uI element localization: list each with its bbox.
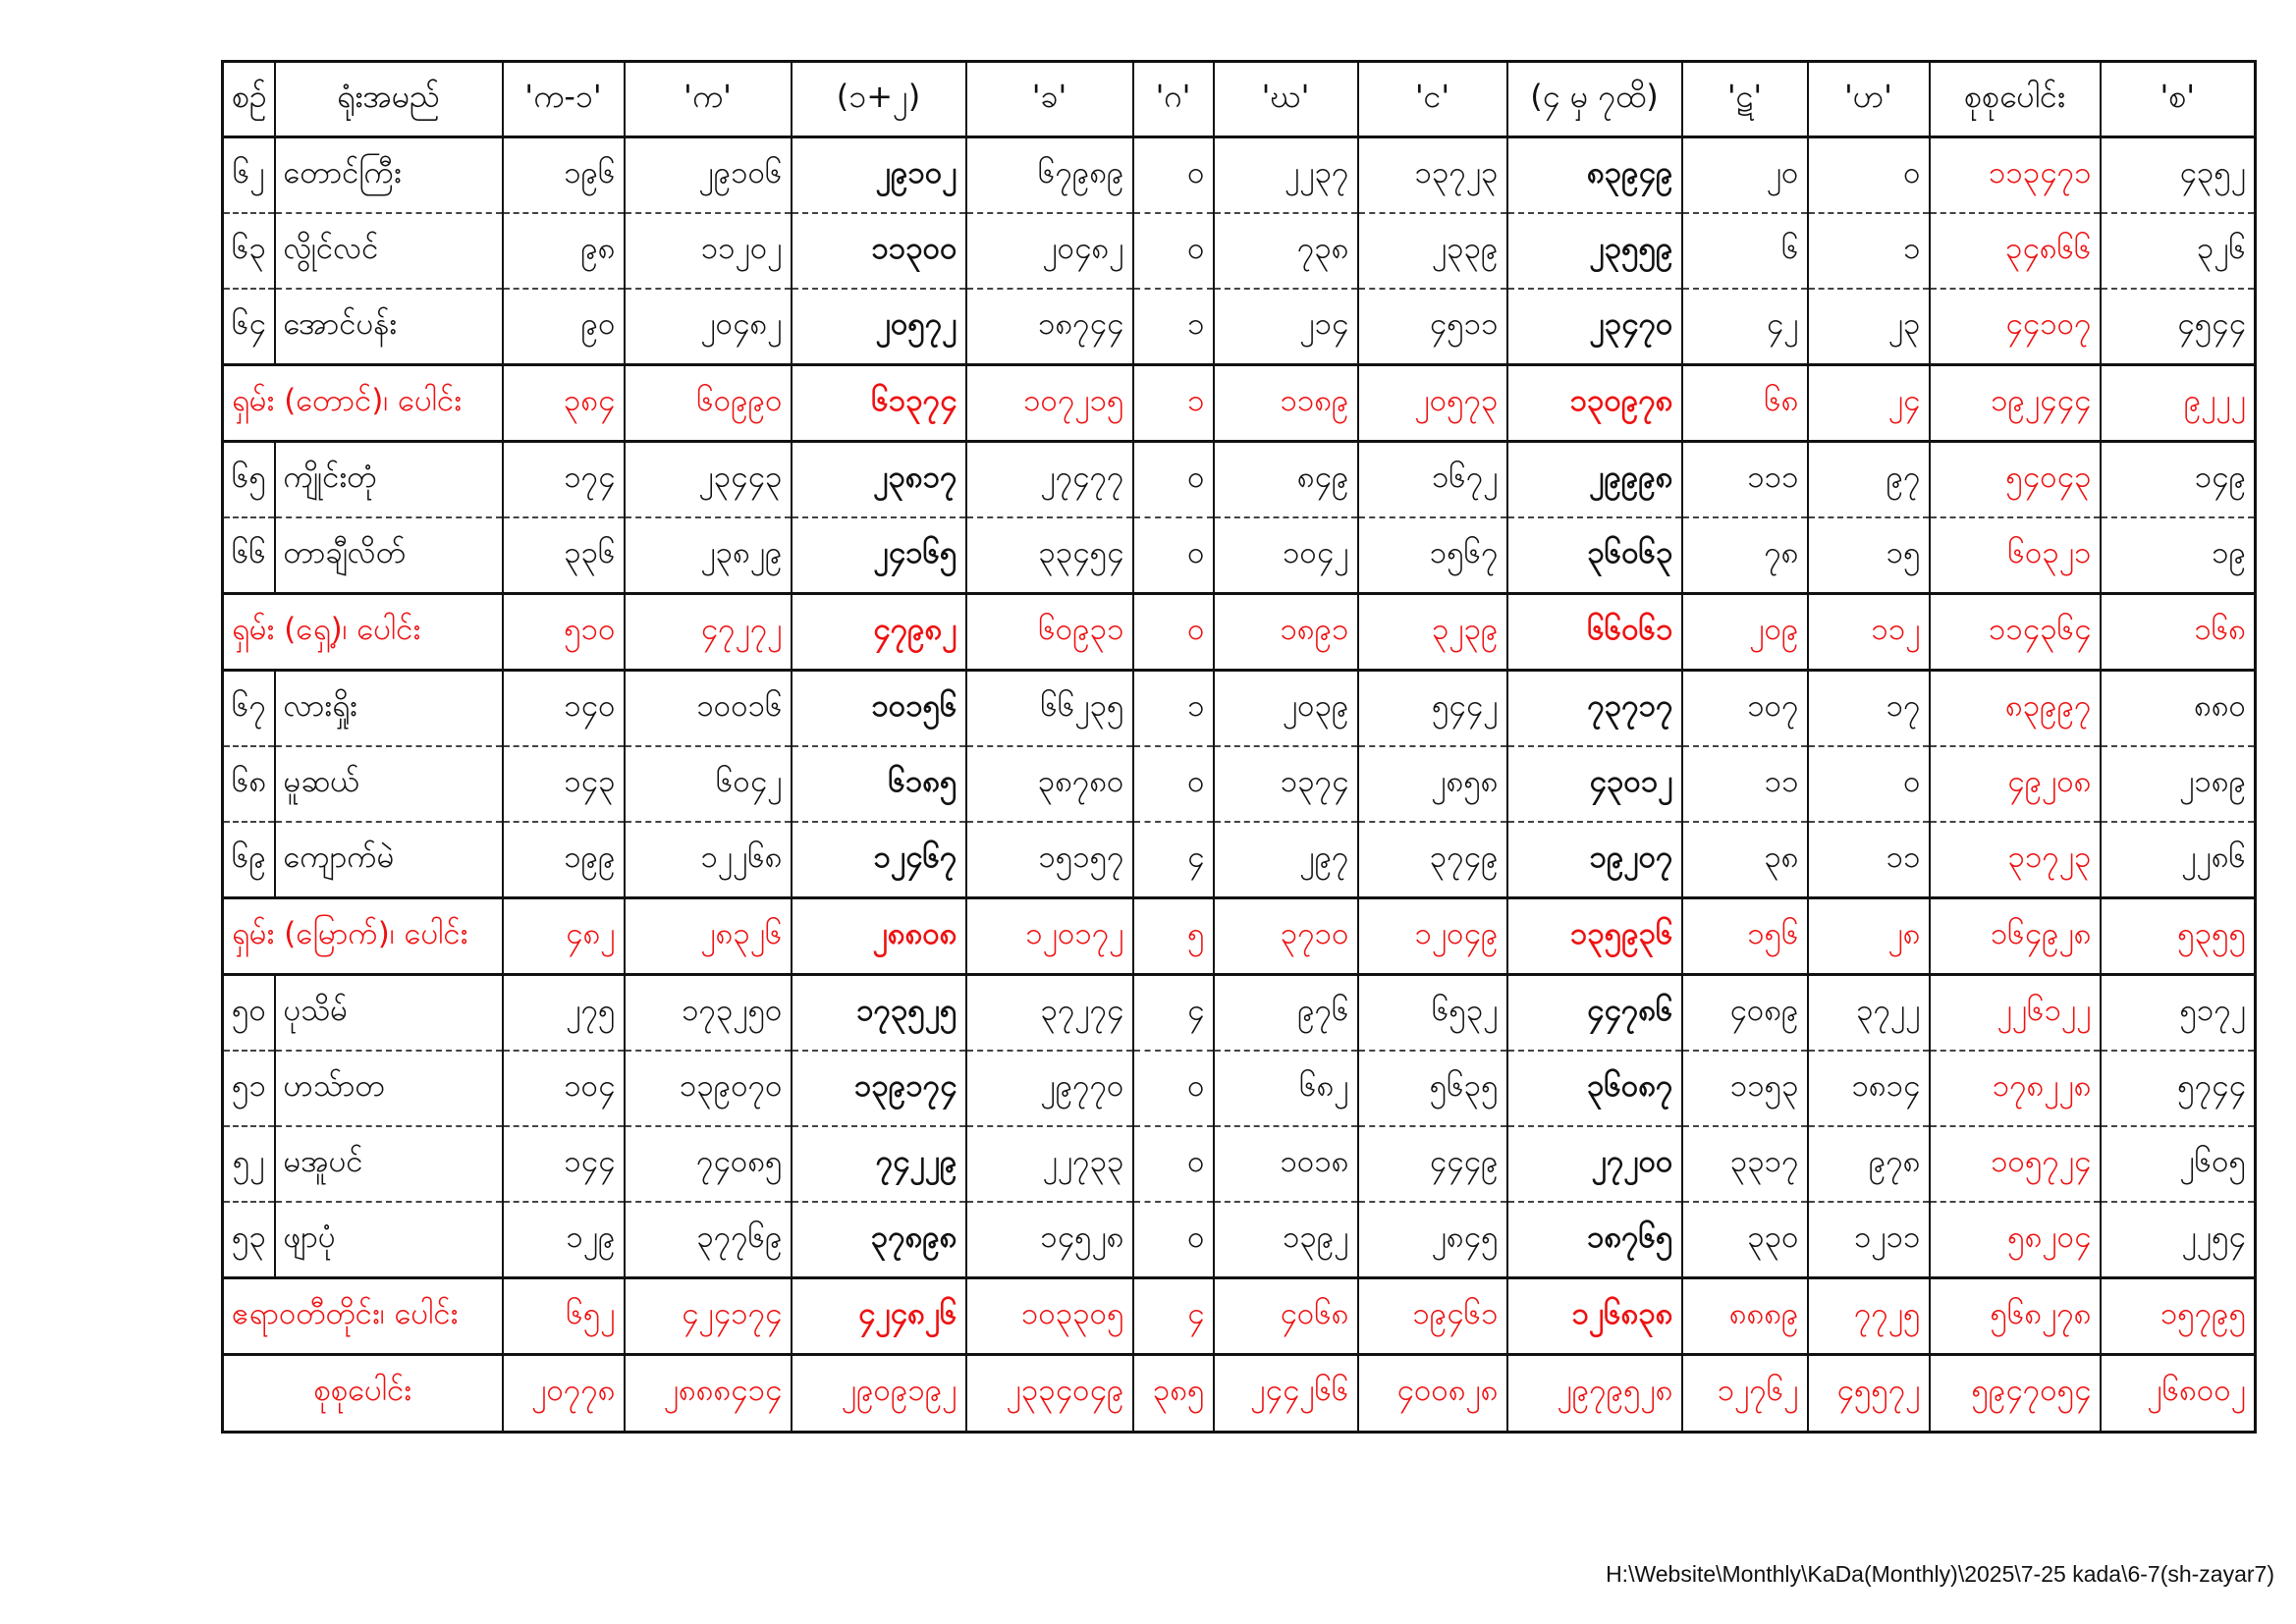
value-cell: ၁၁၂၀၂ — [625, 213, 792, 289]
table-row — [223, 1202, 2256, 1278]
subtotal-label: ရှမ်း (ရှေ့)၊ ပေါင်း — [223, 594, 503, 671]
value-cell: ၂၀၉ — [1682, 594, 1808, 671]
value-cell: ၇၄၀၈၅ — [625, 1126, 792, 1202]
value-cell: ၀ — [1133, 213, 1214, 289]
value-cell: ၉၇၆ — [1214, 975, 1358, 1052]
row-number: ၆၃ — [223, 213, 275, 289]
table-row — [223, 1051, 2256, 1126]
row-number: ၆၂ — [223, 137, 275, 214]
value-cell: ၁၃၉၂ — [1214, 1202, 1358, 1278]
value-cell: ၁၁ — [1808, 822, 1930, 898]
value-cell: ၂၄ — [1808, 365, 1930, 442]
value-cell: ၃၆၀၈၇ — [1507, 1051, 1682, 1126]
office-name: ကျိုင်းတုံ — [275, 442, 503, 518]
value-cell: ၂၀၅၇၃ — [1358, 365, 1507, 442]
header-row — [223, 62, 2256, 137]
value-cell: ၇၄၂၂၉ — [792, 1126, 966, 1202]
column-header: 'က-၁' — [503, 62, 625, 137]
value-cell: ၃၄၈၆၆ — [1930, 213, 2101, 289]
value-cell: ၁၅၆၇ — [1358, 517, 1507, 594]
grand-total-row — [223, 1355, 2256, 1433]
value-cell: ၅၁၇၂ — [2101, 975, 2256, 1052]
value-cell: ၁၅၆ — [1682, 898, 1808, 975]
value-cell: ၁၁၂ — [1808, 594, 1930, 671]
value-cell: ၁၀၇ — [1682, 671, 1808, 747]
value-cell: ၉၇၈ — [1808, 1126, 1930, 1202]
subtotal-label: ဧရာဝတီတိုင်း၊ ပေါင်း — [223, 1278, 503, 1355]
value-cell: ၀ — [1133, 517, 1214, 594]
subtotal-label: ရှမ်း (မြောက်)၊ ပေါင်း — [223, 898, 503, 975]
value-cell: ၁ — [1133, 671, 1214, 747]
value-cell: ၁၉၆ — [503, 137, 625, 214]
value-cell: ၂၃၄၇၀ — [1507, 289, 1682, 365]
value-cell: ၃၇၇၆၉ — [625, 1202, 792, 1278]
grand-total-cell: ၂၈၈၈၄၁၄ — [625, 1355, 792, 1433]
value-cell: ၀ — [1133, 1126, 1214, 1202]
subtotal-row — [223, 365, 2256, 442]
value-cell: ၈၄၉ — [1214, 442, 1358, 518]
value-cell: ၂၈ — [1808, 898, 1930, 975]
value-cell: ၂၈၈၀၈ — [792, 898, 966, 975]
row-number: ၆၄ — [223, 289, 275, 365]
value-cell: ၁၉၂၄၄၄ — [1930, 365, 2101, 442]
value-cell: ၂၆၀၅ — [2101, 1126, 2256, 1202]
value-cell: ၁၂၁၁ — [1808, 1202, 1930, 1278]
value-cell: ၁၁၄၃၆၄ — [1930, 594, 2101, 671]
value-cell: ၃၆၀၆၃ — [1507, 517, 1682, 594]
row-number: ၅၂ — [223, 1126, 275, 1202]
value-cell: ၁၄၃ — [503, 746, 625, 822]
value-cell: ၁၀၁၈ — [1214, 1126, 1358, 1202]
value-cell: ၅၆၃၅ — [1358, 1051, 1507, 1126]
value-cell: ၁၅ — [1808, 517, 1930, 594]
value-cell: ၁၆၄၉၂၈ — [1930, 898, 2101, 975]
value-cell: ၁ — [1808, 213, 1930, 289]
row-number: ၅၁ — [223, 1051, 275, 1126]
value-cell: ၁၈၇၆၅ — [1507, 1202, 1682, 1278]
value-cell: ၃၂၃၉ — [1358, 594, 1507, 671]
value-cell: ၃၃၁၇ — [1682, 1126, 1808, 1202]
value-cell: ၂၈၄၅ — [1358, 1202, 1507, 1278]
value-cell: ၁၀၁၅၆ — [792, 671, 966, 747]
value-cell: ၃၂၆ — [2101, 213, 2256, 289]
value-cell: ၁ — [1133, 289, 1214, 365]
value-cell: ၄၃၀၁၂ — [1507, 746, 1682, 822]
value-cell: ၁၂၂၆၈ — [625, 822, 792, 898]
value-cell: ၂၀၅၇၂ — [792, 289, 966, 365]
column-header: (၄ မှ ၇ထိ) — [1507, 62, 1682, 137]
column-header: 'ဋ' — [1682, 62, 1808, 137]
value-cell: ၀ — [1133, 594, 1214, 671]
value-cell: ၁၆၇၂ — [1358, 442, 1507, 518]
value-cell: ၁၃၉၁၇၄ — [792, 1051, 966, 1126]
value-cell: ၆၁၃၇၄ — [792, 365, 966, 442]
value-cell: ၂၃ — [1808, 289, 1930, 365]
table-row — [223, 289, 2256, 365]
value-cell: ၂၁၈၉ — [2101, 746, 2256, 822]
value-cell: ၃၁၇၂၃ — [1930, 822, 2101, 898]
value-cell: ၁၁၅၃ — [1682, 1051, 1808, 1126]
value-cell: ၁၄၄ — [503, 1126, 625, 1202]
value-cell: ၁၁၈၉ — [1214, 365, 1358, 442]
value-cell: ၃၈ — [1682, 822, 1808, 898]
value-cell: ၃၃၄၅၄ — [966, 517, 1133, 594]
row-number: ၆၈ — [223, 746, 275, 822]
value-cell: ၃၈၄ — [503, 365, 625, 442]
table-row — [223, 822, 2256, 898]
row-number: ၆၆ — [223, 517, 275, 594]
value-cell: ၂၀၄၈၂ — [966, 213, 1133, 289]
value-cell: ၂၇၂၀၀ — [1507, 1126, 1682, 1202]
value-cell: ၁၂၆၈၃၈ — [1507, 1278, 1682, 1355]
table-row — [223, 1126, 2256, 1202]
column-header: 'ဂ' — [1133, 62, 1214, 137]
value-cell: ၁၉ — [2101, 517, 2256, 594]
grand-total-label: စုစုပေါင်း — [223, 1355, 503, 1433]
value-cell: ၄၀၈၉ — [1682, 975, 1808, 1052]
column-header: 'ဟ' — [1808, 62, 1930, 137]
subtotal-label: ရှမ်း (တောင်)၊ ပေါင်း — [223, 365, 503, 442]
value-cell: ၃၇၁၀ — [1214, 898, 1358, 975]
value-cell: ၅၄၄၂ — [1358, 671, 1507, 747]
value-cell: ၂၈၅၈ — [1358, 746, 1507, 822]
value-cell: ၁၉၉ — [503, 822, 625, 898]
table-row — [223, 213, 2256, 289]
value-cell: ၃၃၀ — [1682, 1202, 1808, 1278]
row-number: ၆၅ — [223, 442, 275, 518]
value-cell: ၆ — [1682, 213, 1808, 289]
value-cell: ၁၆၈ — [2101, 594, 2256, 671]
row-number: ၆၉ — [223, 822, 275, 898]
value-cell: ၄၀၆၈ — [1214, 1278, 1358, 1355]
row-number: ၆၇ — [223, 671, 275, 747]
value-cell: ၂၀၄၈၂ — [625, 289, 792, 365]
row-number: ၅၃ — [223, 1202, 275, 1278]
value-cell: ၂၂၇၃၃ — [966, 1126, 1133, 1202]
value-cell: ၁၇၃၂၅၀ — [625, 975, 792, 1052]
value-cell: ၆၇၉၈၉ — [966, 137, 1133, 214]
value-cell: ၁၇၈၂၂၈ — [1930, 1051, 2101, 1126]
value-cell: ၄ — [1133, 975, 1214, 1052]
grand-total-cell: ၅၉၄၇၀၅၄ — [1930, 1355, 2101, 1433]
value-cell: ၁၁ — [1682, 746, 1808, 822]
value-cell: ၈၈၀ — [2101, 671, 2256, 747]
value-cell: ၂၂၅၄ — [2101, 1202, 2256, 1278]
office-name: မအူပင် — [275, 1126, 503, 1202]
office-name: အောင်ပန်း — [275, 289, 503, 365]
grand-total-cell: ၂၀၇၇၈ — [503, 1355, 625, 1433]
value-cell: ၂၇၄၇၇ — [966, 442, 1133, 518]
value-cell: ၁၇၃၅၂၅ — [792, 975, 966, 1052]
value-cell: ၁၀၄ — [503, 1051, 625, 1126]
value-cell: ၉၀ — [503, 289, 625, 365]
table-row — [223, 671, 2256, 747]
grand-total-cell: ၃၈၅ — [1133, 1355, 1214, 1433]
value-cell: ၂၄၁၆၅ — [792, 517, 966, 594]
value-cell: ၁၄၉ — [2101, 442, 2256, 518]
row-number: ၅၀ — [223, 975, 275, 1052]
table-body — [223, 137, 2256, 1433]
value-cell: ၄၉၂၀၈ — [1930, 746, 2101, 822]
value-cell: ၁၄၅၂၈ — [966, 1202, 1133, 1278]
value-cell: ၂၂၃၇ — [1214, 137, 1358, 214]
value-cell: ၂၃၃၉ — [1358, 213, 1507, 289]
value-cell: ၄၃၅၂ — [2101, 137, 2256, 214]
value-cell: ၃၇၂၇၄ — [966, 975, 1133, 1052]
table-row — [223, 746, 2256, 822]
value-cell: ၈၃၉၉၇ — [1930, 671, 2101, 747]
value-cell: ၁၂၄၆၇ — [792, 822, 966, 898]
value-cell: ၅ — [1133, 898, 1214, 975]
value-cell: ၃၈၇၈၀ — [966, 746, 1133, 822]
grand-total-cell: ၄၅၅၇၂ — [1808, 1355, 1930, 1433]
value-cell: ၄၅၁၁ — [1358, 289, 1507, 365]
value-cell: ၂၀၃၉ — [1214, 671, 1358, 747]
value-cell: ၄ — [1133, 822, 1214, 898]
value-cell: ၇၃၇၁၇ — [1507, 671, 1682, 747]
value-cell: ၂၂၈၆ — [2101, 822, 2256, 898]
value-cell: ၀ — [1133, 137, 1214, 214]
value-cell: ၃၇၂၂ — [1808, 975, 1930, 1052]
office-name: ပုသိမ် — [275, 975, 503, 1052]
value-cell: ၁ — [1133, 365, 1214, 442]
value-cell: ၈၈၈၉ — [1682, 1278, 1808, 1355]
value-cell: ၇၈ — [1682, 517, 1808, 594]
value-cell: ၁၇၄ — [503, 442, 625, 518]
value-cell: ၁၁၁ — [1682, 442, 1808, 518]
value-cell: ၀ — [1133, 1051, 1214, 1126]
value-cell: ၁၂၉ — [503, 1202, 625, 1278]
value-cell: ၂၁၄ — [1214, 289, 1358, 365]
value-cell: ၂၉၁၀၆ — [625, 137, 792, 214]
value-cell: ၈၃၉၄၉ — [1507, 137, 1682, 214]
value-cell: ၂၃၄၄၃ — [625, 442, 792, 518]
value-cell: ၉၇ — [1808, 442, 1930, 518]
value-cell: ၅၄၀၄၃ — [1930, 442, 2101, 518]
table-row — [223, 137, 2256, 214]
value-cell: ၂၃၅၅၉ — [1507, 213, 1682, 289]
value-cell: ၆၅၃၂ — [1358, 975, 1507, 1052]
value-cell: ၆၀၉၉၀ — [625, 365, 792, 442]
value-cell: ၁၉၂၀၇ — [1507, 822, 1682, 898]
column-header: 'က' — [625, 62, 792, 137]
value-cell: ၁၂၀၁၇၂ — [966, 898, 1133, 975]
value-cell: ၂၉၉၉၈ — [1507, 442, 1682, 518]
value-cell: ၅၁၀ — [503, 594, 625, 671]
grand-total-cell: ၂၄၄၂၆၆ — [1214, 1355, 1358, 1433]
table-row — [223, 975, 2256, 1052]
grand-total-cell: ၂၆၈၀၀၂ — [2101, 1355, 2256, 1433]
value-cell: ၆၀၃၂၁ — [1930, 517, 2101, 594]
value-cell: ၂၉၇၇၀ — [966, 1051, 1133, 1126]
value-cell: ၅၃၅၅ — [2101, 898, 2256, 975]
value-cell: ၆၈ — [1682, 365, 1808, 442]
value-cell: ၅၆၈၂၇၈ — [1930, 1278, 2101, 1355]
value-cell: ၄၄၄၉ — [1358, 1126, 1507, 1202]
value-cell: ၁၀၃၃၀၅ — [966, 1278, 1133, 1355]
value-cell: ၆၅၂ — [503, 1278, 625, 1355]
value-cell: ၆၈၂ — [1214, 1051, 1358, 1126]
value-cell: ၁၄၀ — [503, 671, 625, 747]
office-name: တောင်ကြီး — [275, 137, 503, 214]
office-name: ကျောက်မဲ — [275, 822, 503, 898]
value-cell: ၁၃၇၄ — [1214, 746, 1358, 822]
grand-total-cell: ၄၀၀၈၂၈ — [1358, 1355, 1507, 1433]
value-cell: ၁၁၃၀၀ — [792, 213, 966, 289]
value-cell: ၁၈၉၁ — [1214, 594, 1358, 671]
value-cell: ၆၁၈၅ — [792, 746, 966, 822]
value-cell: ၂၈၃၂၆ — [625, 898, 792, 975]
grand-total-cell: ၂၉၀၉၁၉၂ — [792, 1355, 966, 1433]
value-cell: ၉၂၂၂ — [2101, 365, 2256, 442]
value-cell: ၁၈၇၄၄ — [966, 289, 1133, 365]
value-cell: ၄၄၇၈၆ — [1507, 975, 1682, 1052]
value-cell: ၆၀၄၂ — [625, 746, 792, 822]
grand-total-cell: ၂၉၇၉၅၂၈ — [1507, 1355, 1682, 1433]
value-cell: ၁၂၀၄၉ — [1358, 898, 1507, 975]
column-header: 'ဃ' — [1214, 62, 1358, 137]
subtotal-row — [223, 898, 2256, 975]
column-header: 'စ' — [2101, 62, 2256, 137]
value-cell: ၂၃၈၁၇ — [792, 442, 966, 518]
table-row — [223, 517, 2256, 594]
column-header: စုစုပေါင်း — [1930, 62, 2101, 137]
value-cell: ၂၃၈၂၉ — [625, 517, 792, 594]
subtotal-row — [223, 594, 2256, 671]
value-cell: ၁၇ — [1808, 671, 1930, 747]
value-cell: ၁၀၄၂ — [1214, 517, 1358, 594]
value-cell: ၁၉၄၆၁ — [1358, 1278, 1507, 1355]
value-cell: ၄၂ — [1682, 289, 1808, 365]
office-name: လားရှိုး — [275, 671, 503, 747]
value-cell: ၁၃၅၉၃၆ — [1507, 898, 1682, 975]
value-cell: ၄ — [1133, 1278, 1214, 1355]
office-name: ဟသ်ာတ — [275, 1051, 503, 1126]
value-cell: ၂၂၆၁၂၂ — [1930, 975, 2101, 1052]
value-cell: ၄၂၄၁၇၄ — [625, 1278, 792, 1355]
value-cell: ၀ — [1133, 746, 1214, 822]
column-header: 'င' — [1358, 62, 1507, 137]
column-header: 'ခ' — [966, 62, 1133, 137]
value-cell: ၄၇၂၇၂ — [625, 594, 792, 671]
office-name: မူဆယ် — [275, 746, 503, 822]
value-cell: ၃၇၈၉၈ — [792, 1202, 966, 1278]
value-cell: ၃၇၄၉ — [1358, 822, 1507, 898]
value-cell: ၂၉၁၀၂ — [792, 137, 966, 214]
value-cell: ၂၇၅ — [503, 975, 625, 1052]
value-cell: ၁၀၀၁၆ — [625, 671, 792, 747]
value-cell: ၅၈၂၀၄ — [1930, 1202, 2101, 1278]
value-cell: ၂၀ — [1682, 137, 1808, 214]
office-name: ဖျာပုံ — [275, 1202, 503, 1278]
value-cell: ၄၅၄၄ — [2101, 289, 2256, 365]
column-header: (၁+၂) — [792, 62, 966, 137]
value-cell: ၆၀၉၃၁ — [966, 594, 1133, 671]
value-cell: ၀ — [1808, 746, 1930, 822]
table-row — [223, 442, 2256, 518]
column-header: စဉ် — [223, 62, 275, 137]
value-cell: ၃၃၆ — [503, 517, 625, 594]
value-cell: ၁၃၀၉၇၈ — [1507, 365, 1682, 442]
value-cell: ၄၈၂ — [503, 898, 625, 975]
value-cell: ၄၇၉၈၂ — [792, 594, 966, 671]
value-cell: ၆၆၂၃၅ — [966, 671, 1133, 747]
value-cell: ၄၂၄၈၂၆ — [792, 1278, 966, 1355]
grand-total-cell: ၂၃၃၄၀၄၉ — [966, 1355, 1133, 1433]
value-cell: ၅၇၄၄ — [2101, 1051, 2256, 1126]
value-cell: ၇၃၈ — [1214, 213, 1358, 289]
value-cell: ၁၃၉၀၇၀ — [625, 1051, 792, 1126]
value-cell: ၉၈ — [503, 213, 625, 289]
subtotal-row — [223, 1278, 2256, 1355]
office-name: တာချီလိတ် — [275, 517, 503, 594]
value-cell: ၄၄၁၀၇ — [1930, 289, 2101, 365]
value-cell: ၆၆၀၆၁ — [1507, 594, 1682, 671]
value-cell: ၁၅၇၉၅ — [2101, 1278, 2256, 1355]
column-header: ရုံးအမည် — [275, 62, 503, 137]
value-cell: ၁၈၁၄ — [1808, 1051, 1930, 1126]
value-cell: ၁၃၇၂၃ — [1358, 137, 1507, 214]
value-cell: ၁၀၇၂၁၅ — [966, 365, 1133, 442]
value-cell: ၁၀၅၇၂၄ — [1930, 1126, 2101, 1202]
value-cell: ၀ — [1133, 1202, 1214, 1278]
value-cell: ၀ — [1808, 137, 1930, 214]
office-name: လွိုင်လင် — [275, 213, 503, 289]
grand-total-cell: ၁၂၇၆၂ — [1682, 1355, 1808, 1433]
value-cell: ၁၁၃၄၇၁ — [1930, 137, 2101, 214]
value-cell: ၀ — [1133, 442, 1214, 518]
summary-table — [221, 60, 2257, 1434]
value-cell: ၂၉၇ — [1214, 822, 1358, 898]
value-cell: ၇၇၂၅ — [1808, 1278, 1930, 1355]
footer-file-path: H:\Website\Monthly\KaDa(Monthly)\2025\7-25 kada\6-7(sh-zayar7) — [1606, 1561, 2274, 1587]
value-cell: ၁၅၁၅၇ — [966, 822, 1133, 898]
